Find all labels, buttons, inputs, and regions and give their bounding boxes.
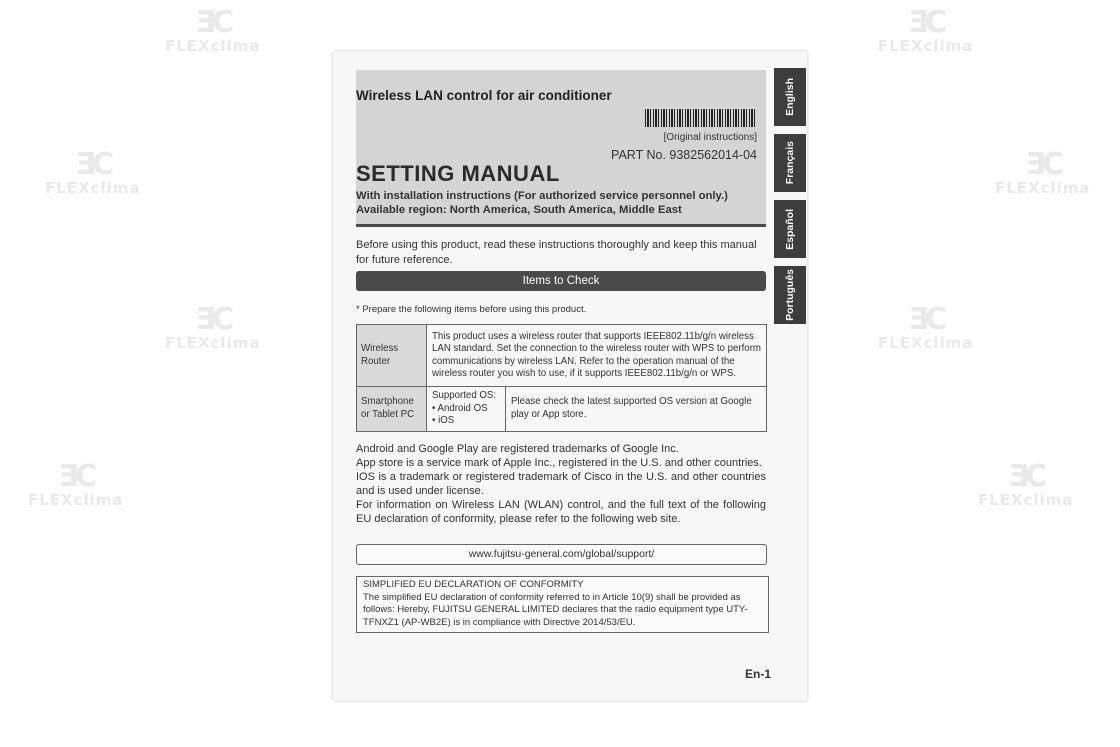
- phone-label: Smartphone or Tablet PC: [357, 387, 427, 432]
- support-url-link[interactable]: www.fujitsu-general.com/global/support/: [356, 544, 767, 565]
- os-version-note: Please check the latest supported OS version at Google play or App store.: [506, 387, 767, 432]
- table-row: [357, 325, 767, 387]
- product-title: Wireless LAN control for air conditioner: [356, 88, 612, 103]
- watermark-logo: ƎC FLEXclima: [978, 459, 1074, 509]
- supported-os-cell: [427, 387, 506, 432]
- trademark-apple: App store is a service mark of Apple Inc., registered in the U.S. and other countries.: [356, 457, 762, 469]
- trademark-google: Android and Google Play are registered trademarks of Google Inc.: [356, 443, 679, 455]
- items-table: [356, 324, 767, 432]
- eu-declaration-text: The simplified EU declaration of conformity referred to in Article 10(9) shall be provided as follows: Hereby, FUJITSU GENERAL LIMITED declares that the radio equipment type UTY-TFNXZ1 (AP-WB2E) is in compliance with Directive 2014/53/EU.: [363, 591, 748, 628]
- eu-declaration-box: [356, 576, 769, 633]
- table-row: [357, 387, 767, 432]
- tab-francais[interactable]: Français: [774, 134, 806, 192]
- tab-espanol[interactable]: Español: [774, 200, 806, 258]
- prepare-note: * Prepare the following items before using this product.: [356, 304, 587, 315]
- os-item-ios: • iOS: [432, 415, 455, 426]
- watermark-logo: ƎC FLEXclima: [28, 459, 124, 509]
- tab-portugues[interactable]: Português: [774, 266, 806, 324]
- watermark-logo: ƎC FLEXclima: [165, 302, 261, 352]
- wlan-info: For information on Wireless LAN (WLAN) control, and the full text of the following EU declaration of conformity, please refer to the following web site.: [356, 499, 766, 525]
- manual-title: SETTING MANUAL: [356, 161, 560, 186]
- watermark-logo: ƎC FLEXclima: [878, 302, 974, 352]
- section-heading-items-to-check: Items to Check: [356, 271, 766, 291]
- header-divider: [356, 224, 766, 227]
- trademark-cisco: IOS is a trademark or registered trademark of Cisco in the U.S. and other countries and is used under license.: [356, 471, 766, 497]
- os-heading: Supported OS:: [432, 390, 497, 401]
- router-description: This product uses a wireless router that supports IEEE802.11b/g/n wireless LAN standard. Set the connection to the wireless router with WPS to perform communications by wireless LAN. Refer to the operation manual of the wireless router you wish to use, if it supports IEEE802.11b/g/n or WPS.: [427, 325, 767, 387]
- watermark-logo: ƎC FLEXclima: [165, 5, 261, 55]
- part-number: PART No. 9382562014-04: [611, 148, 757, 162]
- original-instructions-note: [Original instructions]: [663, 132, 757, 143]
- eu-declaration-heading: SIMPLIFIED EU DECLARATION OF CONFORMITY: [363, 579, 584, 590]
- watermark-logo: ƎC FLEXclima: [45, 147, 141, 197]
- trademarks-text: [356, 442, 766, 526]
- tab-english[interactable]: English: [774, 68, 806, 126]
- barcode: [645, 109, 757, 127]
- watermark-logo: ƎC FLEXclima: [995, 147, 1091, 197]
- router-label: Wireless Router: [357, 325, 427, 387]
- page-number: En-1: [744, 667, 771, 681]
- manual-page: [333, 51, 807, 701]
- watermark-logo: ƎC FLEXclima: [878, 5, 974, 55]
- subtitle-region: Available region: North America, South America, Middle East: [356, 204, 682, 216]
- os-item-android: • Android OS: [432, 402, 488, 414]
- intro-text: Before using this product, read these instructions thoroughly and keep this manual for future reference.: [356, 239, 757, 266]
- subtitle-installation: With installation instructions (For authorized service personnel only.): [356, 190, 728, 202]
